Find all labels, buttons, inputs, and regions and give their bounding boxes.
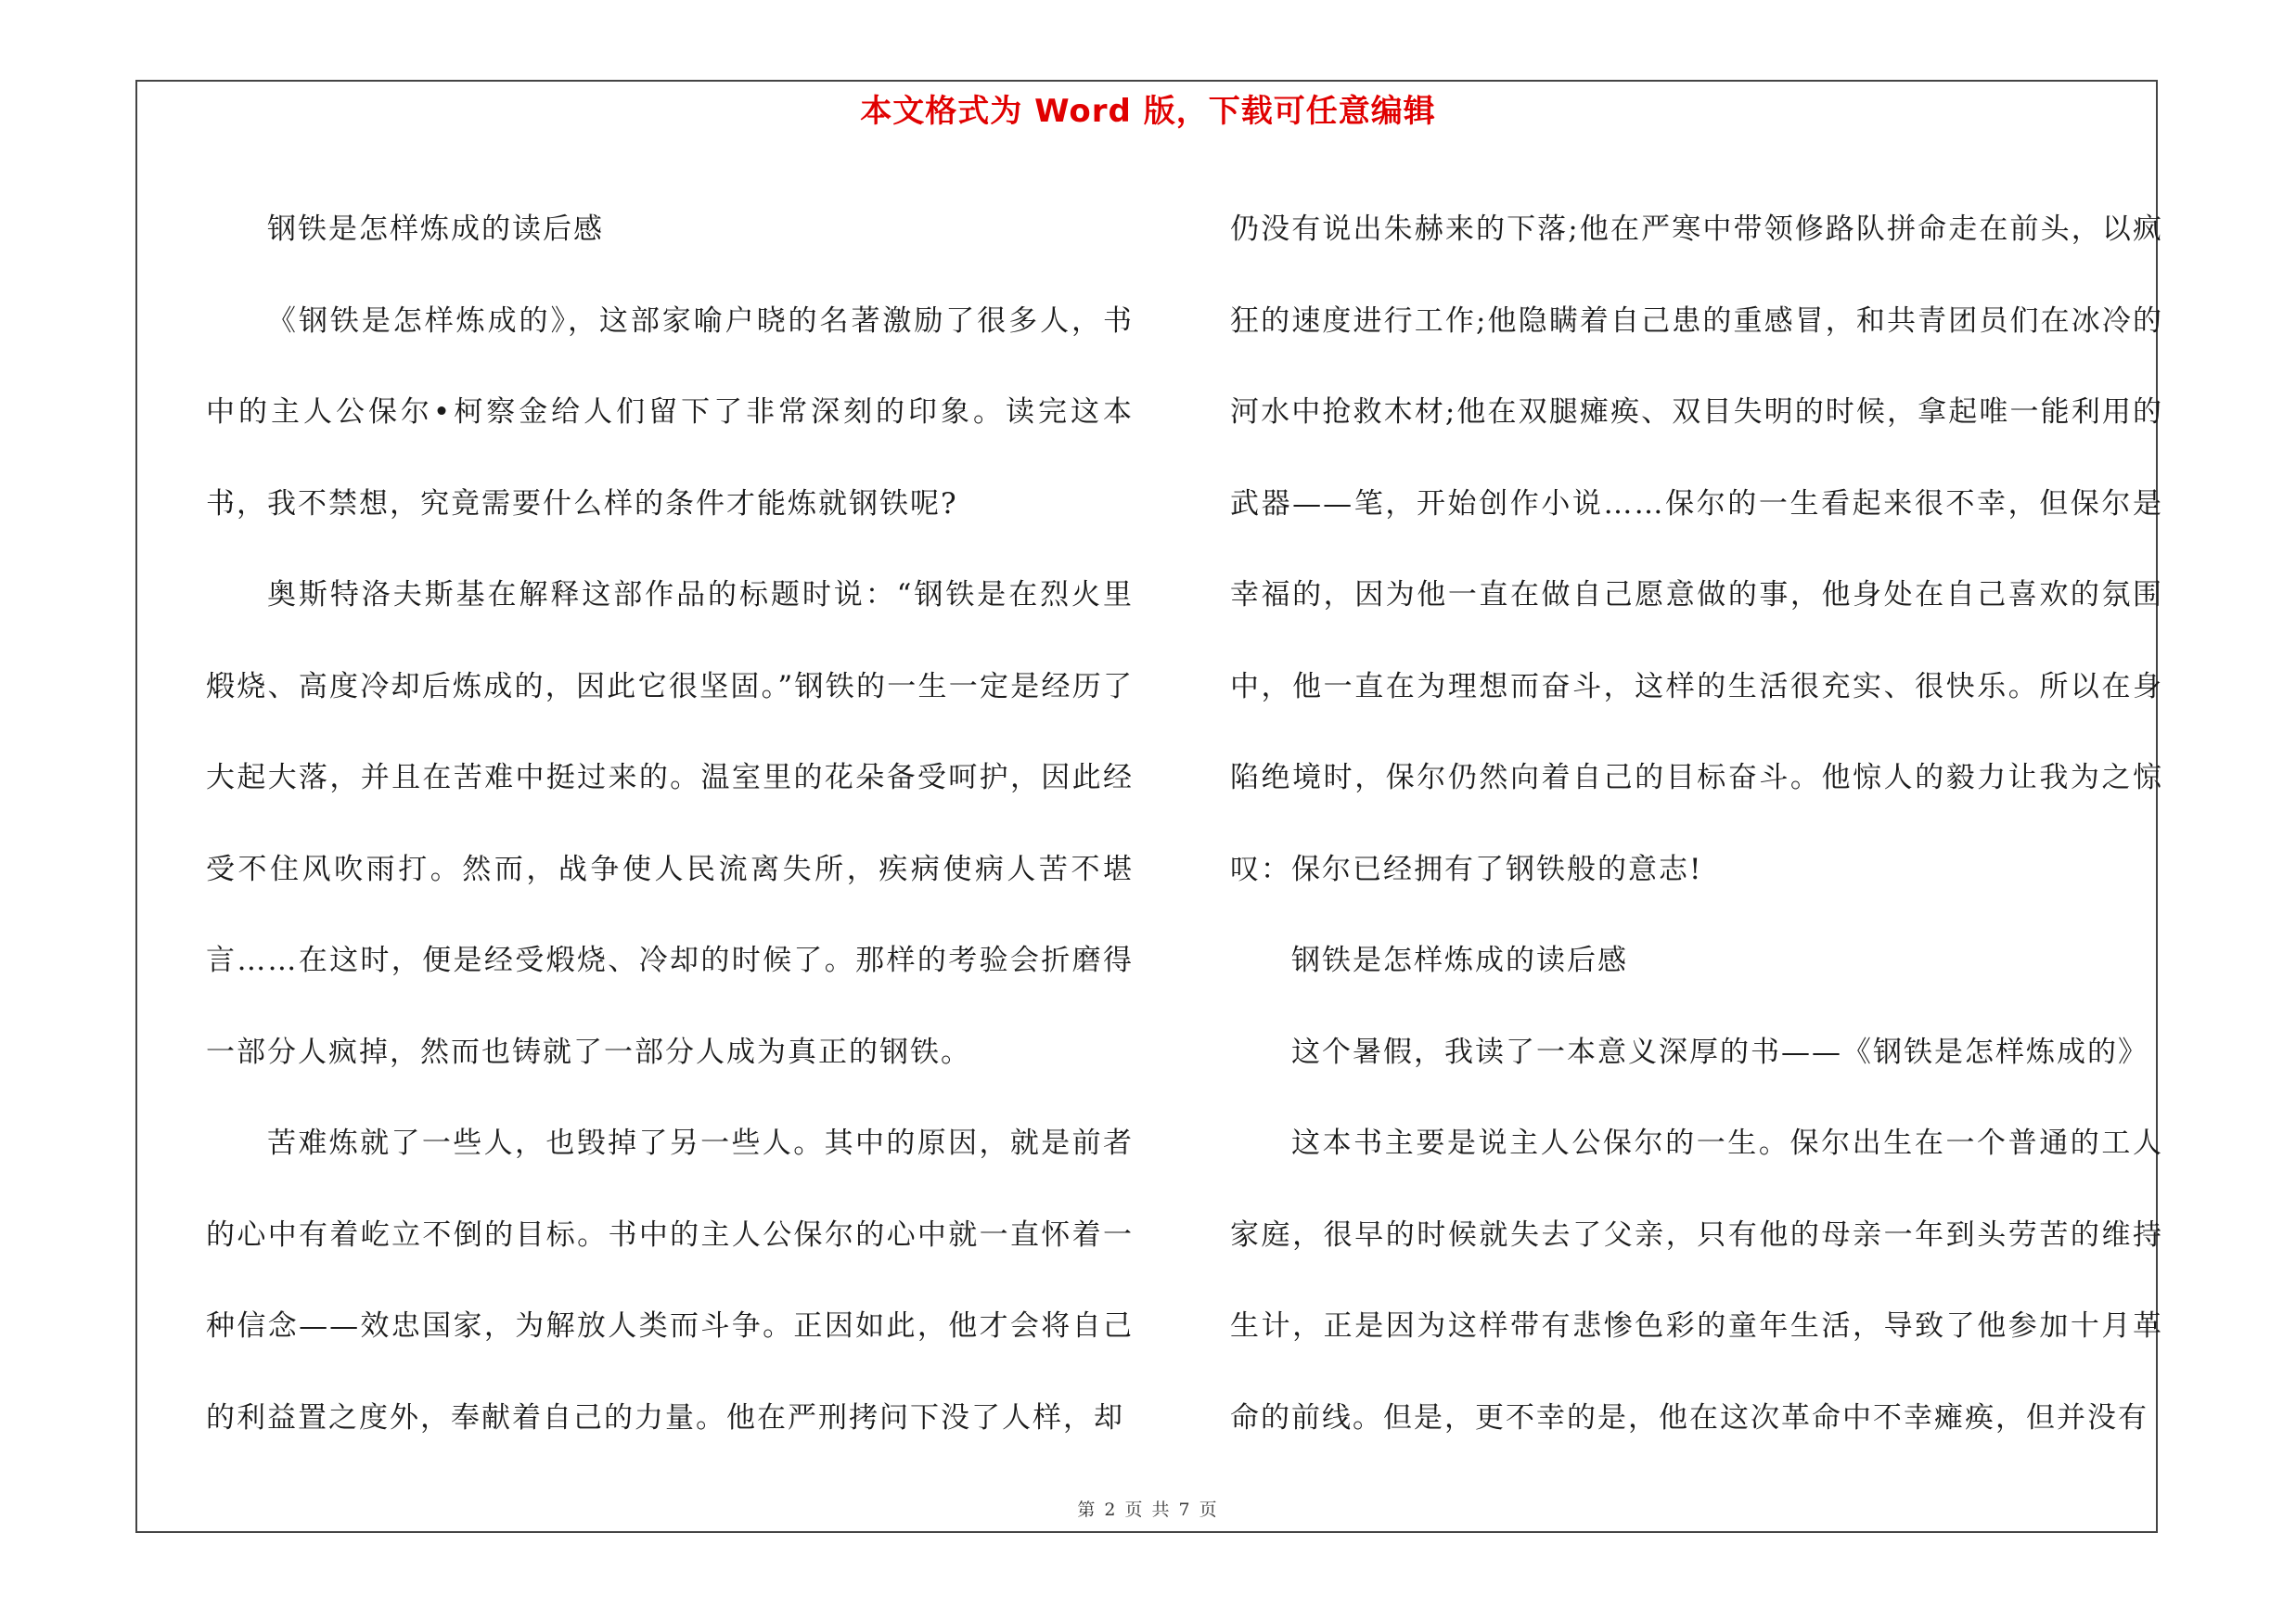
paragraph: 奥斯特洛夫斯基在解释这部作品的标题时说：“钢铁是在烈火里煅烧、高度冷却后炼成的，因此它很坚固。”钢铁的一生一定是经历了大起大落，并且在苦难中挺过来的。温室里的花朵备受呵护，因此经受不住风吹雨打。然而，战争使人民流离失所，疾病使病人苦不堪言……在这时，便是经受煅烧、冷却的时候了。那样的考验会折磨得一部分人疯掉，然而也铸就了一部分人成为真正的钢铁。	[206, 578, 1134, 1069]
paragraph: 《钢铁是怎样炼成的》，这部家喻户晓的名著激励了很多人，书中的主人公保尔•柯察金给人们留下了非常深刻的印象。读完这本书，我不禁想，究竟需要什么样的条件才能炼就钢铁呢?	[206, 303, 1134, 521]
left-column	[206, 184, 1134, 1463]
paragraph: 苦难炼就了一些人，也毁掉了另一些人。其中的原因，就是前者的心中有着屹立不倒的目标。书中的主人公保尔的心中就一直怀着一种信念——效忠国家，为解放人类而斗争。正因如此，他才会将自己的利益置之度外，奉献着自己的力量。他在严刑拷问下没了人样，却	[206, 1127, 1134, 1435]
page-indicator: 第 2 页 共 7 页	[1077, 1500, 1219, 1520]
paragraph-continued: 仍没有说出朱赫来的下落;他在严寒中带领修路队拼命走在前头，以疯狂的速度进行工作;他隐瞒着自己患的重感冒，和共青团员们在冰冷的河水中抢救木材;他在双腿瘫痪、双目失明的时候，拿起唯一能利用的武器——笔，开始创作小说……保尔的一生看起来很不幸，但保尔是幸福的，因为他一直在做自己愿意做的事，他身处在自己喜欢的氛围中，他一直在为理想而奋斗，这样的生活很充实、很快乐。所以在身陷绝境时，保尔仍然向着自己的目标奋斗。他惊人的毅力让我为之惊叹：保尔已经拥有了钢铁般的意志!	[1230, 213, 2163, 886]
paragraph: 这个暑假，我读了一本意义深厚的书——《钢铁是怎样炼成的》	[1291, 1035, 2148, 1069]
article-title: 钢铁是怎样炼成的读后感	[267, 213, 604, 246]
paragraph: 这本书主要是说主人公保尔的一生。保尔出生在一个普通的工人家庭，很早的时候就失去了父亲，只有他的母亲一年到头劳苦的维持生计，正是因为这样带有悲惨色彩的童年生活，导致了他参加十月革命的前线。但是，更不幸的是，他在这次革命中不幸瘫痪，但并没有	[1230, 1127, 2163, 1435]
right-column	[1230, 184, 2163, 1463]
article-title: 钢铁是怎样炼成的读后感	[1291, 944, 1628, 977]
format-notice-banner: 本文格式为 Word 版，下载可任意编辑	[860, 93, 1436, 130]
